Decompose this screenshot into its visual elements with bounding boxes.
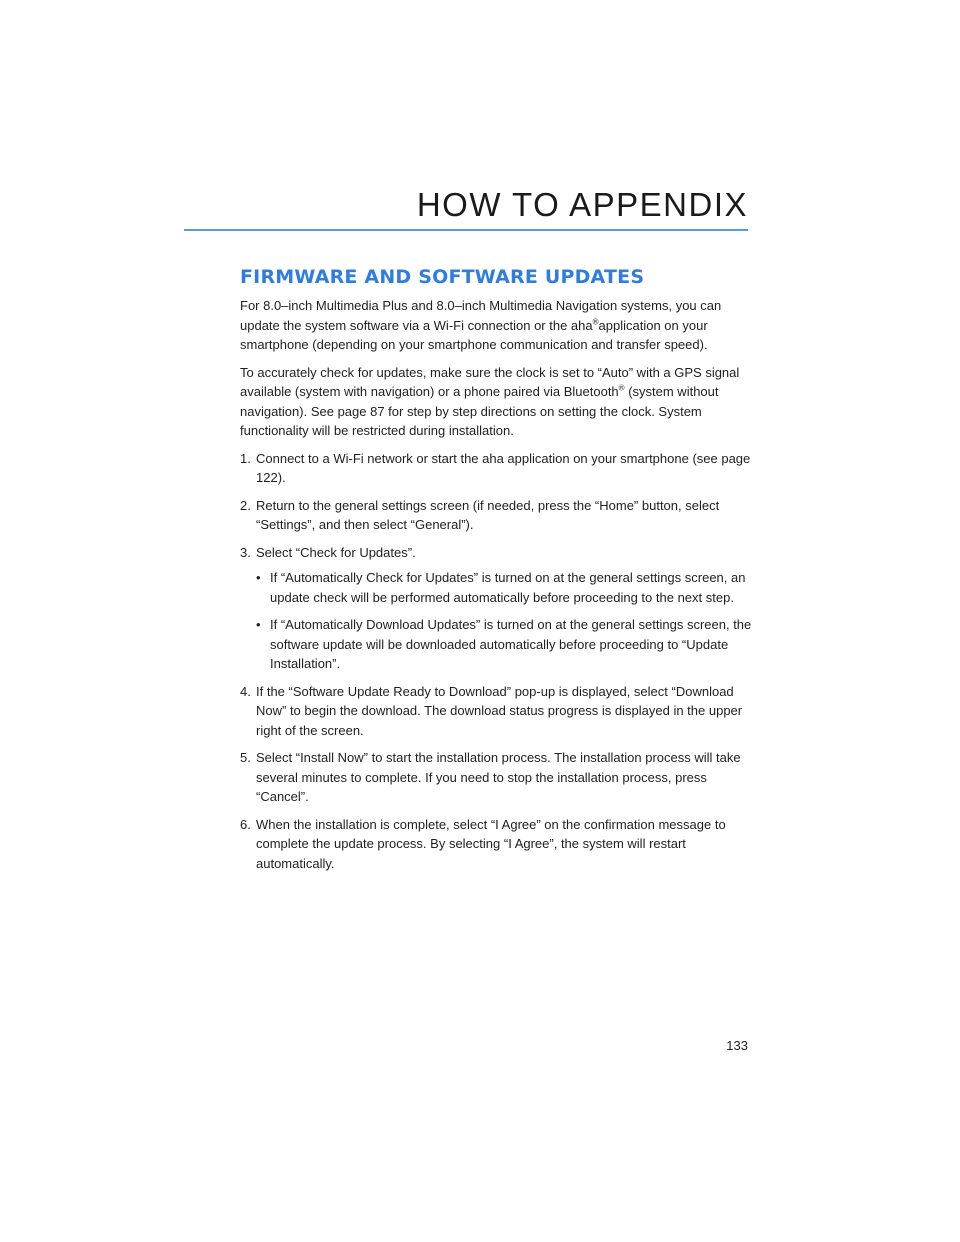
step-number: 5.: [240, 750, 251, 765]
registered-mark: ®: [618, 383, 625, 393]
registered-mark: ®: [592, 317, 599, 327]
step-text: Connect to a Wi-Fi network or start the aha application on your smartphone (see page 122).: [256, 450, 751, 485]
step-number: 4.: [240, 683, 251, 699]
article-title: FIRMWARE AND SOFTWARE UPDATES: [240, 266, 645, 288]
intro-1-text-cont: application on your smartphone (depending on your smartphone communication and transfer speed).: [240, 317, 708, 352]
steps-list: [240, 449, 752, 874]
step-text: Select “Install Now” to start the installation process. The installation process will take several minutes to complete. If you need to stop the installation process, press “Cancel”.: [256, 750, 741, 804]
step-text: If the “Software Update Ready to Download” pop-up is displayed, select “Download Now” to begin the download. The download status progress is displayed in the upper right of the screen.: [256, 683, 743, 738]
sub-bullet-item: [256, 568, 752, 607]
step-text: Select “Check for Updates”.: [256, 544, 416, 560]
bullet-text: If “Automatically Download Updates” is turned on at the general settings screen, the software update will be downloaded automatically before proceeding to “Update Installation”.: [270, 617, 752, 671]
intro-1-text: For 8.0–inch Multimedia Plus and 8.0–inch Multimedia Navigation systems, you can update the system software via a Wi-Fi connection or the aha: [240, 298, 722, 333]
step-item: [240, 543, 752, 674]
step-text: Return to the general settings screen (if needed, press the “Home” button, select “Settings”, and then select “General”).: [256, 497, 720, 532]
step-item: [240, 748, 752, 807]
page-number: 133: [726, 1038, 748, 1053]
sub-bullet-list: [256, 568, 752, 674]
step-item: [240, 682, 752, 741]
header-divider: [184, 229, 748, 231]
step-text: When the installation is complete, select “I Agree” on the confirmation message to complete the update process. By selecting “I Agree”, the system will restart automatically.: [256, 816, 726, 871]
bullet-dot: •: [256, 570, 261, 585]
intro-paragraph-1: [240, 296, 752, 355]
step-item: [240, 449, 752, 488]
step-number: 3.: [240, 544, 251, 560]
intro-paragraph-2: [240, 363, 752, 441]
sub-bullet-item: [256, 615, 752, 674]
bullet-dot: •: [256, 617, 261, 632]
intro-2-text-cont: (system without navigation). See page 87 for step by step directions on setting the clock. System functionality will be restricted during installation.: [240, 384, 719, 438]
section-header: HOW TO APPENDIX: [416, 186, 748, 223]
intro-2-text: To accurately check for updates, make sure the clock is set to “Auto” with a GPS signal available (system with navigation) or a phone paired via Bluetooth: [240, 364, 740, 399]
article-content: [240, 266, 752, 881]
bullet-text: If “Automatically Check for Updates” is turned on at the general settings screen, an update check will be performed automatically before proceeding to the next step.: [270, 570, 746, 605]
step-item: [240, 496, 752, 535]
step-number: 6.: [240, 816, 251, 832]
step-item: [240, 815, 752, 874]
step-number: 1.: [240, 450, 251, 466]
step-number: 2.: [240, 497, 251, 513]
